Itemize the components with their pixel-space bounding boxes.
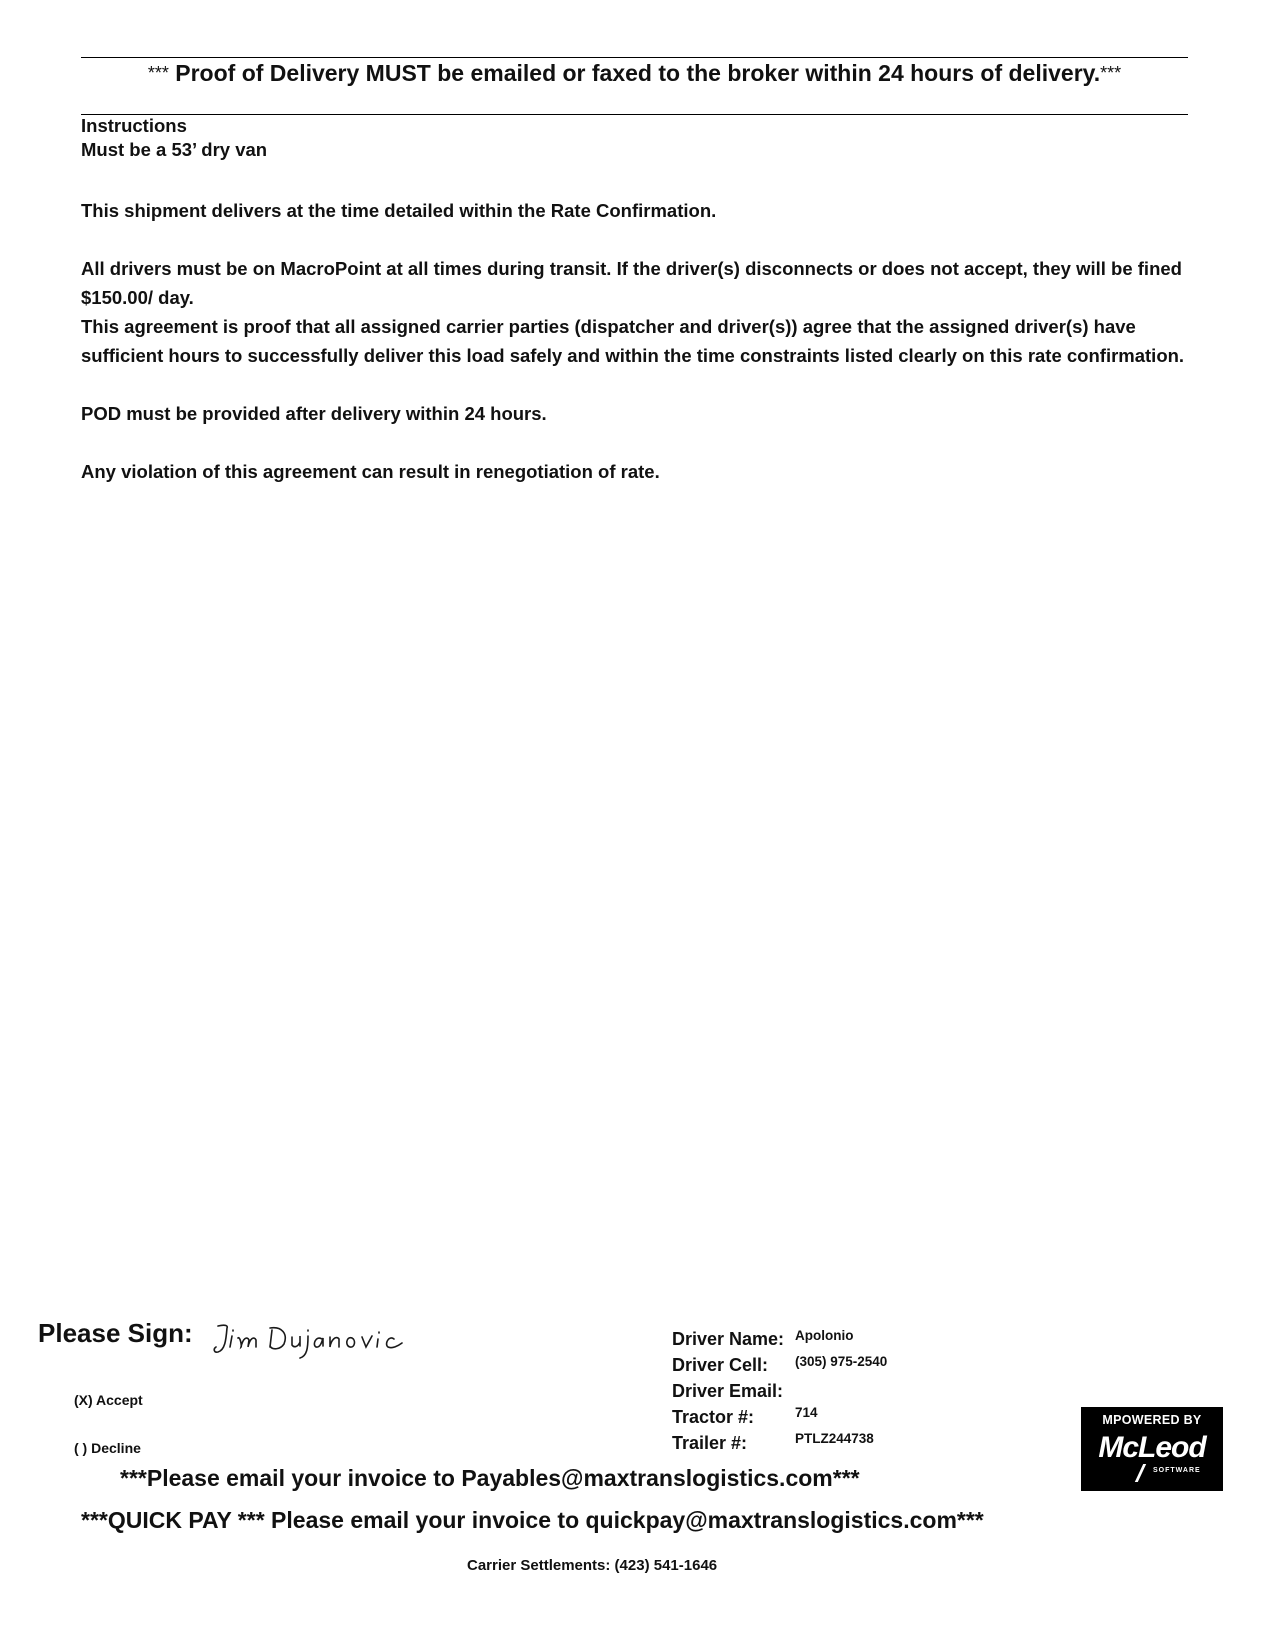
banner-lead-stars: *** bbox=[147, 63, 169, 83]
trailer-label: Trailer #: bbox=[672, 1433, 748, 1453]
logo-slash-mark bbox=[1135, 1464, 1146, 1482]
handwritten-signature bbox=[212, 1316, 422, 1360]
logo-brand: McLeod bbox=[1098, 1431, 1206, 1464]
driver-name-value: Apolonio bbox=[795, 1328, 854, 1343]
pod-banner bbox=[81, 60, 1188, 87]
driver-email-label: Driver Email: bbox=[672, 1381, 784, 1401]
carrier-settlements: Carrier Settlements: (423) 541-1646 bbox=[467, 1557, 718, 1574]
driver-cell-value: (305) 975-2540 bbox=[795, 1354, 888, 1369]
delivery-time-note: This shipment delivers at the time detailed within the Rate Confirmation. bbox=[81, 200, 717, 221]
top-rule bbox=[81, 57, 1188, 58]
quickpay-note: ***QUICK PAY *** Please email your invoice to quickpay@maxtranslogistics.com*** bbox=[81, 1507, 984, 1533]
violation-note: Any violation of this agreement can result in renegotiation of rate. bbox=[81, 461, 660, 482]
driver-name-label: Driver Name: bbox=[672, 1329, 785, 1349]
macropoint-requirement: All drivers must be on MacroPoint at all times during transit. If the driver(s) disconnects or does not accept, they will be fined $150.00/ day. bbox=[81, 258, 1182, 308]
logo-sub-text: SOFTWARE bbox=[1153, 1467, 1201, 1474]
logo-top-text: MPOWERED BY bbox=[1102, 1413, 1202, 1427]
equipment-requirement: Must be a 53’ dry van bbox=[81, 139, 268, 160]
banner-text: Proof of Delivery MUST be emailed or faxed to the broker within 24 hours of delivery. bbox=[175, 60, 1101, 86]
instructions-heading: Instructions bbox=[81, 115, 187, 136]
hours-agreement: This agreement is proof that all assigned carrier parties (dispatcher and driver(s)) agree that the assigned driver(s) have sufficient hours to successfully deliver this load safely and within the time constraints listed clearly on this rate confirmation. bbox=[81, 316, 1185, 366]
tractor-value: 714 bbox=[795, 1405, 818, 1420]
invoice-email-note: ***Please email your invoice to Payables@maxtranslogistics.com*** bbox=[120, 1465, 860, 1491]
mcleod-logo bbox=[1081, 1407, 1223, 1491]
please-sign-label: Please Sign: bbox=[38, 1318, 193, 1348]
decline-option: ( ) Decline bbox=[74, 1440, 141, 1456]
banner-trail-stars: *** bbox=[1100, 63, 1122, 83]
instructions-section bbox=[81, 114, 1211, 486]
pod-requirement: POD must be provided after delivery within 24 hours. bbox=[81, 403, 547, 424]
driver-cell-label: Driver Cell: bbox=[672, 1355, 769, 1375]
accept-option: (X) Accept bbox=[74, 1392, 143, 1408]
trailer-value: PTLZ244738 bbox=[795, 1431, 874, 1446]
tractor-label: Tractor #: bbox=[672, 1407, 755, 1427]
